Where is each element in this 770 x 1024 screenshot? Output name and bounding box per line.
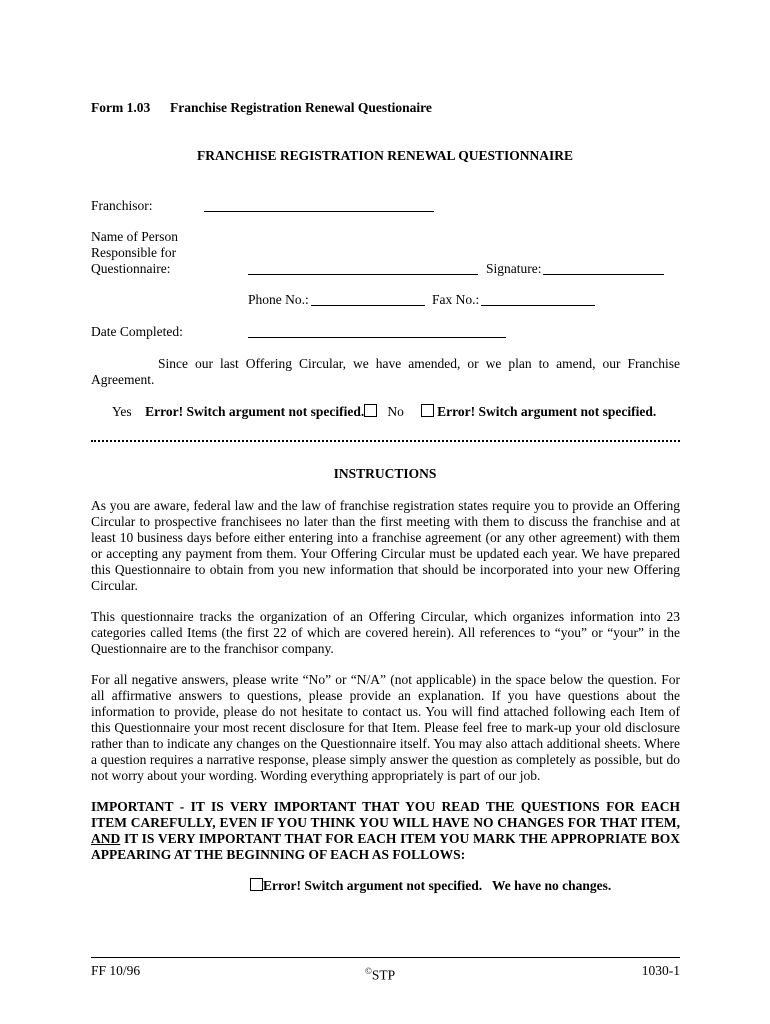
amendment-text: Since our last Offering Circular, we have amended, or we plan to amend, our Franchise Agreement. xyxy=(91,356,680,387)
fax-label: Fax No.: xyxy=(432,292,480,307)
no-changes-checkbox[interactable] xyxy=(250,878,263,891)
footer-right: 1030-1 xyxy=(641,963,680,978)
signature-label: Signature: xyxy=(486,261,542,276)
franchisor-field[interactable] xyxy=(204,198,434,212)
yes-no-row xyxy=(112,404,656,420)
dotted-separator xyxy=(91,440,680,442)
no-changes-error-text: Error! Switch argument not specified. xyxy=(263,878,483,893)
date-field[interactable] xyxy=(248,324,506,338)
important-notice xyxy=(91,799,680,863)
copyright-mark: © xyxy=(365,966,372,976)
instructions-paragraph-3: For all negative answers, please write “No” or “N/A” (not applicable) in the space below the question. For all affirmative answers to questions, please provide an explanation. If you have questions about the information to provide, please do not hesitate to contact us. You will find attached following each Item of this Questionnaire your most recent disclosure for that Item. Please feel free to mark-up your old disclosure rather than to indicate any changes on the Questionnaire itself. You may also attach additional sheets. Where a question requires a narrative response, please simply answer the question as completely as possible, but do not worry about your wording. Wording everything appropriately is part of our job. xyxy=(91,672,680,783)
important-part-2: IT IS VERY IMPORTANT THAT FOR EACH ITEM YOU MARK THE APPROPRIATE BOX APPEARING AT THE BEGINNING OF EACH AS FOLLOWS: xyxy=(91,831,681,862)
date-label: Date Completed: xyxy=(91,324,183,339)
yes-label: Yes xyxy=(112,404,132,419)
person-label-line3: Questionnaire: xyxy=(91,261,171,276)
franchisor-label: Franchisor: xyxy=(91,198,153,213)
person-label-line2: Responsible for xyxy=(91,245,177,260)
footer-rule xyxy=(91,957,680,958)
phone-label: Phone No.: xyxy=(248,292,309,307)
yes-checkbox[interactable] xyxy=(364,404,377,417)
instructions-heading: INSTRUCTIONS xyxy=(333,466,437,481)
phone-field[interactable] xyxy=(311,292,425,306)
page-title: FRANCHISE REGISTRATION RENEWAL QUESTIONNAIRE xyxy=(197,148,573,163)
person-field[interactable] xyxy=(248,261,478,275)
yes-error-text: Error! Switch argument not specified. xyxy=(145,404,365,419)
no-changes-row xyxy=(250,878,611,894)
no-label: No xyxy=(387,404,404,419)
person-label-line1: Name of Person xyxy=(91,229,178,244)
fax-field[interactable] xyxy=(481,292,595,306)
signature-field[interactable] xyxy=(543,261,664,275)
no-error-text: Error! Switch argument not specified. xyxy=(437,404,657,419)
form-number: Form 1.03 xyxy=(91,100,151,115)
no-checkbox[interactable] xyxy=(421,404,434,417)
footer-left: FF 10/96 xyxy=(91,963,141,978)
instructions-paragraph-2: This questionnaire tracks the organization of an Offering Circular, which organizes information into 23 categories called Items (the first 22 of which are covered herein). All references to “you” or “your” in the Questionnaire are to the franchisor company. xyxy=(91,609,680,656)
form-name: Franchise Registration Renewal Questionaire xyxy=(170,100,432,115)
footer-center xyxy=(365,963,395,984)
important-part-1: IMPORTANT - IT IS VERY IMPORTANT THAT YOU READ THE QUESTIONS FOR EACH ITEM CAREFULLY, EVEN IF YOU THINK YOU WILL HAVE NO CHANGES FOR THAT ITEM, xyxy=(91,799,680,830)
important-and: AND xyxy=(91,831,121,846)
no-changes-text: We have no changes. xyxy=(492,878,612,893)
footer-center-text: STP xyxy=(371,967,396,983)
instructions-paragraph-1: As you are aware, federal law and the law of franchise registration states require you to provide an Offering Circular to prospective franchisees no later than the first meeting with them to discuss the franchise and at least 10 business days before either entering into a franchise agreement (or any other agreement) with them or accepting any payment from them. Your Offering Circular must be updated each year. We have prepared this Questionnaire to obtain from you new information that should be incorporated into your new Offering Circular. xyxy=(91,498,680,593)
